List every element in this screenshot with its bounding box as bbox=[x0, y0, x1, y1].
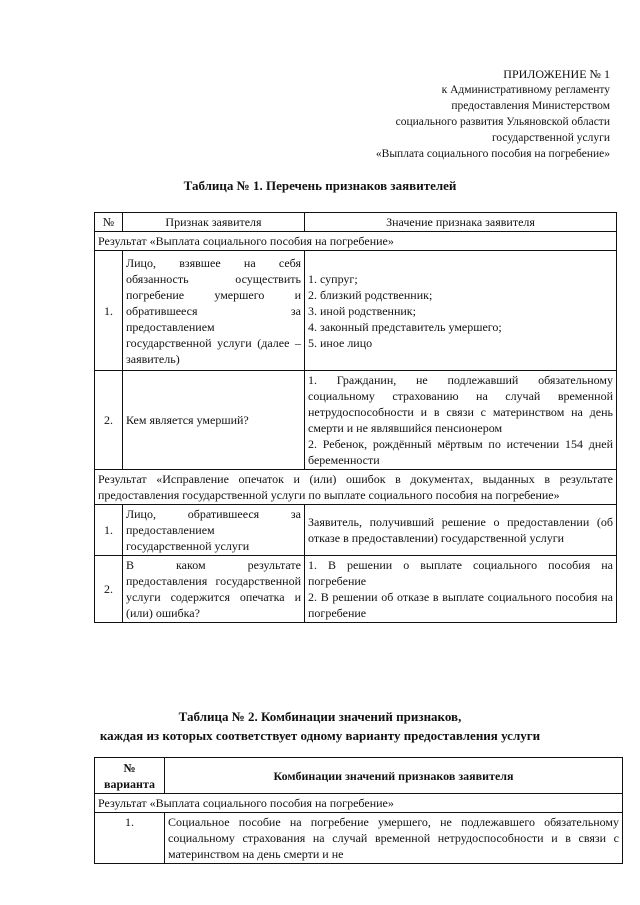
sign-cell: Лицо, обратившееся за предоставлением государственной услуги bbox=[123, 505, 305, 556]
value-item: 2. близкий родственник; bbox=[308, 287, 433, 302]
sign-cell: Лицо, взявшее на себя обязанность осуществить погребение умершего и обратившееся за предоставлением государственной услуги (далее – заявитель) bbox=[123, 251, 305, 371]
result-row: Результат «Исправление опечаток и (или) ошибок в документах, выданных в результате предоставления государственной услуги по выплате социального пособия на погребение» bbox=[95, 470, 617, 505]
header-combinations: Комбинации значений признаков заявителя bbox=[165, 758, 623, 794]
table2-title-line: каждая из которых соответствует одному варианту предоставления услуги bbox=[99, 728, 541, 743]
value-item: 5. иное лицо bbox=[308, 335, 373, 350]
value-item: 1. В решении о выплате социального пособия на погребение bbox=[308, 558, 613, 588]
row-number: 1. bbox=[95, 505, 123, 556]
table1-title: Таблица № 1. Перечень признаков заявителей bbox=[183, 178, 457, 193]
value-item: 2. Ребенок, рождённый мёртвым по истечении 154 дней беременности bbox=[308, 437, 613, 467]
value-item: 1. Гражданин, не подлежавший обязательному социальному страхованию на случай временной нетрудоспособности и в связи с материнством на день смерти и не являвшийся пенсионером bbox=[308, 373, 613, 435]
value-item: 1. супруг; bbox=[308, 271, 358, 286]
header-value: Значение признака заявителя bbox=[305, 213, 617, 232]
sign-cell: Кем является умерший? bbox=[123, 371, 305, 470]
combination-cell: Социальное пособие на погребение умершего, не подлежавшего обязательному социальному страхования на случай временной нетрудоспособности и в связи с материнством на день смерти и не bbox=[165, 813, 623, 864]
value-item: 3. иной родственник; bbox=[308, 303, 416, 318]
appendix-line: «Выплата социального пособия на погребение» bbox=[375, 148, 610, 160]
appendix-line: к Административному регламенту bbox=[441, 84, 610, 96]
row-number: 2. bbox=[95, 556, 123, 623]
table2-title bbox=[0, 707, 640, 745]
value-cell bbox=[305, 251, 617, 371]
row-number: 2. bbox=[95, 371, 123, 470]
appendix-line: государственной услуги bbox=[491, 132, 610, 144]
header-variant-num: № варианта bbox=[95, 758, 165, 794]
sign-cell: В каком результате предоставления государственной услуги содержится опечатка и (или) ошибка? bbox=[123, 556, 305, 623]
variant-combinations-table bbox=[94, 757, 623, 864]
result-row: Результат «Выплата социального пособия на погребение» bbox=[95, 794, 623, 813]
value-item: 2. В решении об отказе в выплате социального пособия на погребение bbox=[308, 590, 613, 620]
appendix-line: социального развития Ульяновской области bbox=[395, 116, 610, 128]
header-num: № bbox=[95, 213, 123, 232]
value-cell bbox=[305, 556, 617, 623]
applicant-signs-table bbox=[94, 212, 617, 623]
result-row: Результат «Выплата социального пособия на погребение» bbox=[95, 232, 617, 251]
appendix-line: предоставления Министерством bbox=[451, 100, 610, 112]
value-item: 4. законный представитель умершего; bbox=[308, 319, 502, 334]
value-cell bbox=[305, 371, 617, 470]
variant-number: 1. bbox=[95, 813, 165, 864]
table2-title-line: Таблица № 2. Комбинации значений признаков, bbox=[178, 709, 462, 724]
value-cell: Заявитель, получивший решение о предоставлении (об отказе в предоставлении) государственной услуги bbox=[305, 505, 617, 556]
appendix-header bbox=[280, 66, 610, 162]
header-sign: Признак заявителя bbox=[123, 213, 305, 232]
row-number: 1. bbox=[95, 251, 123, 371]
appendix-number: ПРИЛОЖЕНИЕ № 1 bbox=[503, 67, 610, 81]
